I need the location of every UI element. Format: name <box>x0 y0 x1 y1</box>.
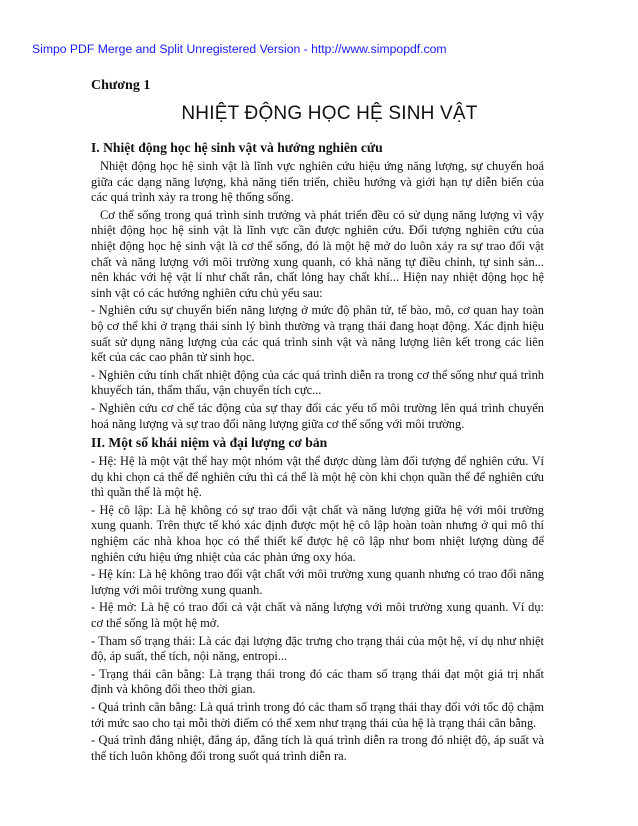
page-title: NHIỆT ĐỘNG HỌC HỆ SINH VẬT <box>181 103 478 124</box>
chapter-label: Chương 1 <box>91 78 151 93</box>
paragraph: Cơ thể sống trong quá trình sinh trưởng và phát triển đều có sử dụng năng lượng vì vậy nhiệt động học hệ sinh vật là lĩnh vực cần được nghiên cứu. Đối tượng nghiên cứu của nhiệt động học hệ sinh vật là cơ thể sống, đó là một hệ mở do luôn xảy ra sự trao đổi vật chất và năng lượng với môi trường xung quanh, có khả năng tự điều chỉnh, tự sinh sản... nên khác với hệ vật lí như chất rắn, chất lỏng hay chất khí... Hiện nay nhiệt động học hệ sinh vật có các hướng nghiên cứu chủ yếu sau: <box>91 207 544 300</box>
definition-paragraph: - Hệ mở: Là hệ có trao đổi cả vật chất và năng lượng với môi trường xung quanh. Ví dụ: cơ thể sống là một hệ mở. <box>91 600 544 631</box>
bullet-paragraph: - Nghiên cứu tính chất nhiệt động của các quá trình diễn ra trong cơ thể sống như quá trình khuyếch tán, thẩm thấu, vận chuyển tích cực... <box>91 367 544 398</box>
section-heading-2: II. Một số khái niệm và đại lượng cơ bản <box>91 435 328 451</box>
definition-paragraph: - Hệ cô lập: Là hệ không có sự trao đổi vật chất và năng lượng giữa hệ với môi trường xung quanh. Trên thực tế khó xác định được một hệ cô lập hoàn toàn nhưng ở qui mô thí nghiệm các nhà khoa học có thể thiết kế được hệ cô lập như bom nhiệt lượng dùng để nghiên cứu hiệu ứng nhiệt của các phản ứng oxy hóa. <box>91 502 544 564</box>
definition-paragraph: - Quá trình đẳng nhiệt, đẳng áp, đẳng tích là quá trình diễn ra trong đó nhiệt độ, áp suất và thể tích luôn không đổi trong suốt quá trình diễn ra. <box>91 733 544 763</box>
definition-paragraph: - Hệ kín: Là hệ không trao đổi vật chất với môi trường xung quanh nhưng có trao đổi năng lượng với môi trường xung quanh. <box>91 567 544 597</box>
watermark-banner: Simpo PDF Merge and Split Unregistered Version - http://www.simpopdf.com <box>32 42 447 56</box>
section-heading-1: I. Nhiệt động học hệ sinh vật và hướng nghiên cứu <box>91 140 383 155</box>
bullet-paragraph: - Nghiên cứu cơ chế tác động của sự thay đổi các yếu tố môi trường lên quá trình chuyển hoá năng lượng và sự trao đổi năng lượng giữa cơ thể sống với môi trường. <box>91 400 544 431</box>
paragraph: Nhiệt động học hệ sinh vật là lĩnh vực nghiên cứu hiệu ứng năng lượng, sự chuyển hoá giữa các dạng năng lượng, khả năng tiến triển, chiều hướng và giới hạn tự diễn biến của các quá trình xảy ra trong hệ thống sống. <box>91 159 544 205</box>
definition-paragraph: - Quá trình cân bằng: Là quá trình trong đó các tham số trạng thái thay đổi với tốc độ chậm tới mức sao cho tại mỗi thời điểm có thể xem như trạng thái của hệ là trạng thái cân bằng. <box>91 700 544 730</box>
definition-paragraph: - Trạng thái cân bằng: Là trạng thái trong đó các tham số trạng thái đạt một giá trị nhất định và không đổi theo thời gian. <box>91 666 544 697</box>
definition-paragraph: - Tham số trạng thái: Là các đại lượng đặc trưng cho trạng thái của một hệ, ví dụ như nhiệt độ, áp suất, thể tích, nội năng, entropi... <box>91 633 544 664</box>
definition-paragraph: - Hệ: Hệ là một vật thể hay một nhóm vật thể được dùng làm đối tượng để nghiên cứu. Ví dụ khi chọn cá thể để nghiên cứu thì cá thể là một hệ còn khi chọn quần thể để nghiên cứu thì quần thể là một hệ. <box>91 454 544 500</box>
bullet-paragraph: - Nghiên cứu sự chuyển biến năng lượng ở mức độ phân tử, tế bào, mô, cơ quan hay toàn bộ cơ thể khi ở trạng thái sinh lý bình thường và trạng thái đang hoạt động. Xác định hiệu suất sử dụng năng lượng của các quá trình sinh vật và năng lượng liên kết trong các liên kết của các cao phân tử sinh học. <box>91 303 544 365</box>
document-page <box>91 78 544 766</box>
